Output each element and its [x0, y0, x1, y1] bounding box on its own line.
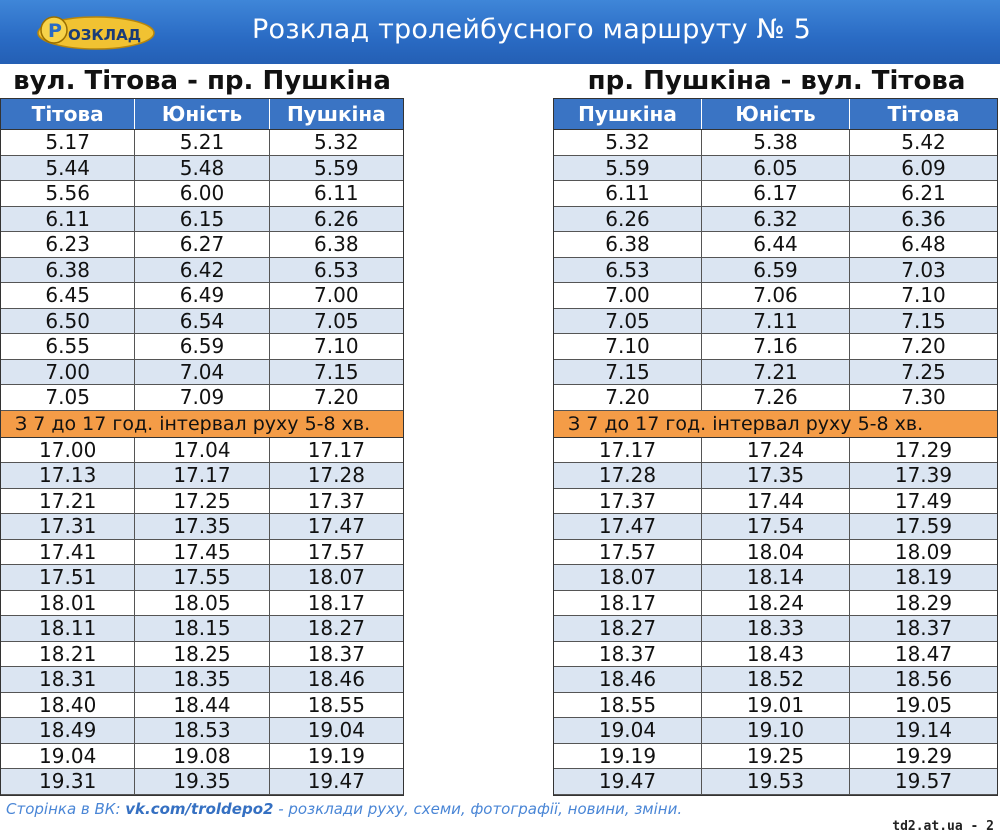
table-row: [1, 769, 403, 795]
table-row: [1, 744, 403, 770]
table-row: [1, 591, 403, 617]
direction-title-1: вул. Тітова - пр. Пушкіна: [13, 66, 391, 96]
time-cell: 18.46: [554, 667, 702, 692]
time-cell: 17.35: [702, 463, 850, 488]
time-cell: 17.57: [554, 540, 702, 565]
time-cell: 7.00: [1, 360, 135, 385]
time-cell: 19.47: [554, 769, 702, 794]
footer-suffix: - розклади руху, схеми, фотографії, новини, зміни.: [273, 800, 683, 818]
time-cell: 7.05: [554, 309, 702, 334]
time-cell: 18.37: [307, 641, 365, 666]
time-cell: 5.56: [1, 181, 135, 206]
time-cell: 18.25: [135, 642, 269, 667]
time-cell: 17.39: [894, 463, 953, 487]
time-cell: 19.47: [307, 769, 365, 793]
time-cell: 18.43: [702, 642, 850, 667]
time-cell: 19.53: [702, 769, 850, 794]
interval-note: З 7 до 17 год. інтервал руху 5-8 хв.: [554, 411, 997, 438]
time-cell: 17.13: [1, 463, 135, 488]
svg-text:Р: Р: [48, 20, 62, 42]
rozklad-logo: [34, 12, 156, 52]
time-cell: 17.57: [307, 539, 365, 564]
time-cell: 17.47: [554, 514, 702, 539]
table-row: [1, 309, 403, 335]
time-cell: 19.19: [554, 744, 702, 769]
table-row: [554, 718, 997, 744]
table-row: [554, 156, 997, 182]
time-cell: 7.00: [554, 283, 702, 308]
direction-title-2: пр. Пушкіна - вул. Тітова: [587, 66, 966, 96]
time-cell: 6.32: [702, 207, 850, 232]
watermark: td2.at.ua - 2: [892, 819, 994, 834]
time-cell: 18.11: [1, 616, 135, 641]
time-cell: 19.57: [894, 769, 953, 793]
timetable-direction-1: [0, 98, 404, 796]
table-row: [554, 693, 997, 719]
time-cell: 7.15: [314, 359, 359, 384]
table-row: [1, 693, 403, 719]
time-cell: 7.10: [554, 334, 702, 359]
time-cell: 17.28: [554, 463, 702, 488]
table-row: [1, 489, 403, 515]
time-cell: 17.21: [1, 489, 135, 514]
table-row: [554, 207, 997, 233]
time-cell: 6.00: [135, 181, 269, 206]
time-cell: 18.46: [307, 667, 365, 691]
time-cell: 6.05: [702, 156, 850, 181]
table-row: [554, 514, 997, 540]
time-cell: 18.44: [135, 693, 269, 718]
time-cell: 7.25: [901, 359, 946, 384]
time-cell: 6.11: [1, 207, 135, 232]
table-row: [1, 438, 403, 464]
logo-text: ОЗКЛАД: [68, 26, 142, 44]
time-cell: 7.20: [554, 385, 702, 410]
time-cell: 18.07: [307, 565, 365, 589]
time-cell: 6.27: [135, 232, 269, 257]
time-cell: 18.55: [307, 692, 365, 717]
table-row: [1, 514, 403, 540]
time-cell: 17.35: [135, 514, 269, 539]
time-cell: 18.37: [894, 616, 953, 640]
time-cell: 5.38: [702, 130, 850, 155]
table-row: [554, 744, 997, 770]
column-header-row: [1, 99, 403, 130]
vk-link[interactable]: vk.com/troldepo2: [125, 800, 274, 818]
time-cell: 6.11: [554, 181, 702, 206]
time-cell: 17.44: [702, 489, 850, 514]
time-cell: 6.38: [314, 232, 359, 256]
time-cell: 19.19: [307, 743, 365, 768]
column-header: Пушкіна: [286, 102, 386, 126]
table-row: [554, 642, 997, 668]
time-cell: 6.55: [1, 334, 135, 359]
time-cell: 6.38: [554, 232, 702, 257]
time-cell: 5.17: [1, 130, 135, 155]
time-cell: 17.37: [554, 489, 702, 514]
column-header: Тітова: [1, 99, 135, 129]
time-cell: 18.17: [307, 590, 365, 615]
interval-note: З 7 до 17 год. інтервал руху 5-8 хв.: [1, 411, 403, 438]
time-cell: 7.15: [554, 360, 702, 385]
time-cell: 7.06: [702, 283, 850, 308]
time-cell: 7.11: [702, 309, 850, 334]
time-cell: 5.42: [901, 130, 946, 154]
time-cell: 6.53: [554, 258, 702, 283]
time-cell: 19.14: [894, 718, 953, 742]
time-cell: 18.05: [135, 591, 269, 616]
time-cell: 6.11: [314, 181, 359, 205]
time-cell: 18.19: [894, 565, 953, 589]
time-cell: 6.15: [135, 207, 269, 232]
time-cell: 17.17: [554, 438, 702, 463]
table-row: [554, 258, 997, 284]
time-cell: 6.48: [901, 232, 946, 256]
table-row: [1, 258, 403, 284]
table-row: [1, 360, 403, 386]
table-row: [554, 463, 997, 489]
time-cell: 19.29: [894, 743, 953, 768]
time-cell: 7.10: [314, 334, 359, 358]
column-header-row: [554, 99, 997, 130]
time-cell: 19.04: [307, 718, 365, 742]
timetable-direction-2: [553, 98, 998, 796]
table-row: [1, 385, 403, 411]
time-cell: 19.04: [554, 718, 702, 743]
time-cell: 17.24: [702, 438, 850, 463]
time-cell: 18.31: [1, 667, 135, 692]
time-cell: 17.17: [307, 437, 365, 462]
time-cell: 18.14: [702, 565, 850, 590]
table-row: [554, 385, 997, 411]
time-cell: 6.44: [702, 232, 850, 257]
time-cell: 17.29: [894, 437, 953, 462]
time-cell: 19.08: [135, 744, 269, 769]
table-row: [554, 540, 997, 566]
time-cell: 7.05: [1, 385, 135, 410]
time-cell: 7.16: [702, 334, 850, 359]
time-cell: 7.20: [314, 385, 359, 409]
time-cell: 6.59: [135, 334, 269, 359]
table-row: [1, 283, 403, 309]
time-cell: 18.27: [307, 616, 365, 640]
time-cell: 19.31: [1, 769, 135, 794]
time-cell: 18.17: [554, 591, 702, 616]
time-cell: 18.15: [135, 616, 269, 641]
time-cell: 5.32: [554, 130, 702, 155]
time-cell: 7.15: [901, 308, 946, 333]
table-row: [1, 642, 403, 668]
time-cell: 19.10: [702, 718, 850, 743]
time-cell: 17.55: [135, 565, 269, 590]
table-row: [554, 769, 997, 795]
time-cell: 6.26: [554, 207, 702, 232]
table-row: [554, 232, 997, 258]
table-row: [554, 360, 997, 386]
table-row: [554, 489, 997, 515]
time-cell: 5.48: [135, 156, 269, 181]
time-cell: 18.27: [554, 616, 702, 641]
time-cell: 6.59: [702, 258, 850, 283]
time-cell: 17.49: [894, 488, 953, 513]
time-cell: 6.42: [135, 258, 269, 283]
time-cell: 18.21: [1, 642, 135, 667]
time-cell: 6.23: [1, 232, 135, 257]
time-cell: 7.26: [702, 385, 850, 410]
table-row: [1, 540, 403, 566]
table-row: [1, 334, 403, 360]
time-cell: 18.35: [135, 667, 269, 692]
time-cell: 5.21: [135, 130, 269, 155]
time-cell: 18.04: [702, 540, 850, 565]
time-cell: 7.21: [702, 360, 850, 385]
time-cell: 17.17: [135, 463, 269, 488]
time-cell: 18.24: [702, 591, 850, 616]
table-row: [1, 667, 403, 693]
table-row: [554, 565, 997, 591]
table-row: [1, 156, 403, 182]
time-cell: 17.47: [307, 514, 365, 538]
time-cell: 18.07: [554, 565, 702, 590]
footer-note: [6, 800, 682, 818]
table-row: [554, 438, 997, 464]
time-cell: 17.41: [1, 540, 135, 565]
time-cell: 6.26: [314, 206, 359, 231]
time-cell: 17.28: [307, 463, 365, 487]
table-row: [1, 616, 403, 642]
table-row: [554, 667, 997, 693]
time-cell: 6.09: [901, 155, 946, 180]
time-cell: 19.35: [135, 769, 269, 794]
table-row: [1, 181, 403, 207]
time-cell: 18.09: [894, 539, 953, 564]
time-cell: 6.54: [135, 309, 269, 334]
time-cell: 5.44: [1, 156, 135, 181]
time-cell: 7.30: [901, 385, 946, 409]
column-header: Юність: [135, 99, 269, 129]
time-cell: 6.50: [1, 309, 135, 334]
time-cell: 18.01: [1, 591, 135, 616]
time-cell: 17.59: [894, 514, 953, 538]
time-cell: 17.00: [1, 438, 135, 463]
time-cell: 18.47: [894, 641, 953, 666]
time-cell: 7.09: [135, 385, 269, 410]
time-cell: 6.45: [1, 283, 135, 308]
table-row: [554, 283, 997, 309]
time-cell: 18.49: [1, 718, 135, 743]
table-row: [554, 130, 997, 156]
time-cell: 7.10: [901, 283, 946, 307]
header-bar: [0, 0, 1000, 64]
time-cell: 6.38: [1, 258, 135, 283]
time-cell: 6.21: [901, 181, 946, 205]
time-cell: 18.33: [702, 616, 850, 641]
time-cell: 19.01: [702, 693, 850, 718]
table-row: [1, 232, 403, 258]
time-cell: 17.37: [307, 488, 365, 513]
time-cell: 5.32: [314, 130, 359, 154]
table-row: [1, 565, 403, 591]
page-title: Розклад тролейбусного маршруту № 5: [252, 14, 812, 45]
table-row: [1, 718, 403, 744]
time-cell: 18.53: [135, 718, 269, 743]
column-header: Пушкіна: [554, 99, 702, 129]
time-cell: 6.17: [702, 181, 850, 206]
time-cell: 18.56: [894, 667, 953, 691]
time-cell: 17.51: [1, 565, 135, 590]
table-row: [1, 463, 403, 489]
table-row: [554, 309, 997, 335]
time-cell: 6.49: [135, 283, 269, 308]
time-cell: 18.37: [554, 642, 702, 667]
time-cell: 6.53: [314, 257, 359, 282]
time-cell: 17.54: [702, 514, 850, 539]
time-cell: 17.04: [135, 438, 269, 463]
column-header: Юність: [702, 99, 850, 129]
footer-prefix: Сторінка в ВК:: [6, 800, 126, 818]
time-cell: 7.20: [901, 334, 946, 358]
time-cell: 19.25: [702, 744, 850, 769]
time-cell: 17.45: [135, 540, 269, 565]
time-cell: 17.31: [1, 514, 135, 539]
table-row: [1, 207, 403, 233]
time-cell: 7.00: [314, 283, 359, 307]
time-cell: 7.03: [901, 257, 946, 282]
table-row: [1, 130, 403, 156]
time-cell: 18.29: [894, 590, 953, 615]
table-row: [554, 591, 997, 617]
time-cell: 18.55: [554, 693, 702, 718]
table-row: [554, 616, 997, 642]
time-cell: 18.52: [702, 667, 850, 692]
table-row: [554, 334, 997, 360]
time-cell: 5.59: [314, 155, 359, 180]
time-cell: 7.04: [135, 360, 269, 385]
time-cell: 19.05: [894, 692, 953, 717]
time-cell: 19.04: [1, 744, 135, 769]
time-cell: 17.25: [135, 489, 269, 514]
time-cell: 7.05: [314, 308, 359, 333]
time-cell: 18.40: [1, 693, 135, 718]
time-cell: 5.59: [554, 156, 702, 181]
time-cell: 6.36: [901, 206, 946, 231]
column-header: Тітова: [887, 102, 960, 126]
table-row: [554, 181, 997, 207]
